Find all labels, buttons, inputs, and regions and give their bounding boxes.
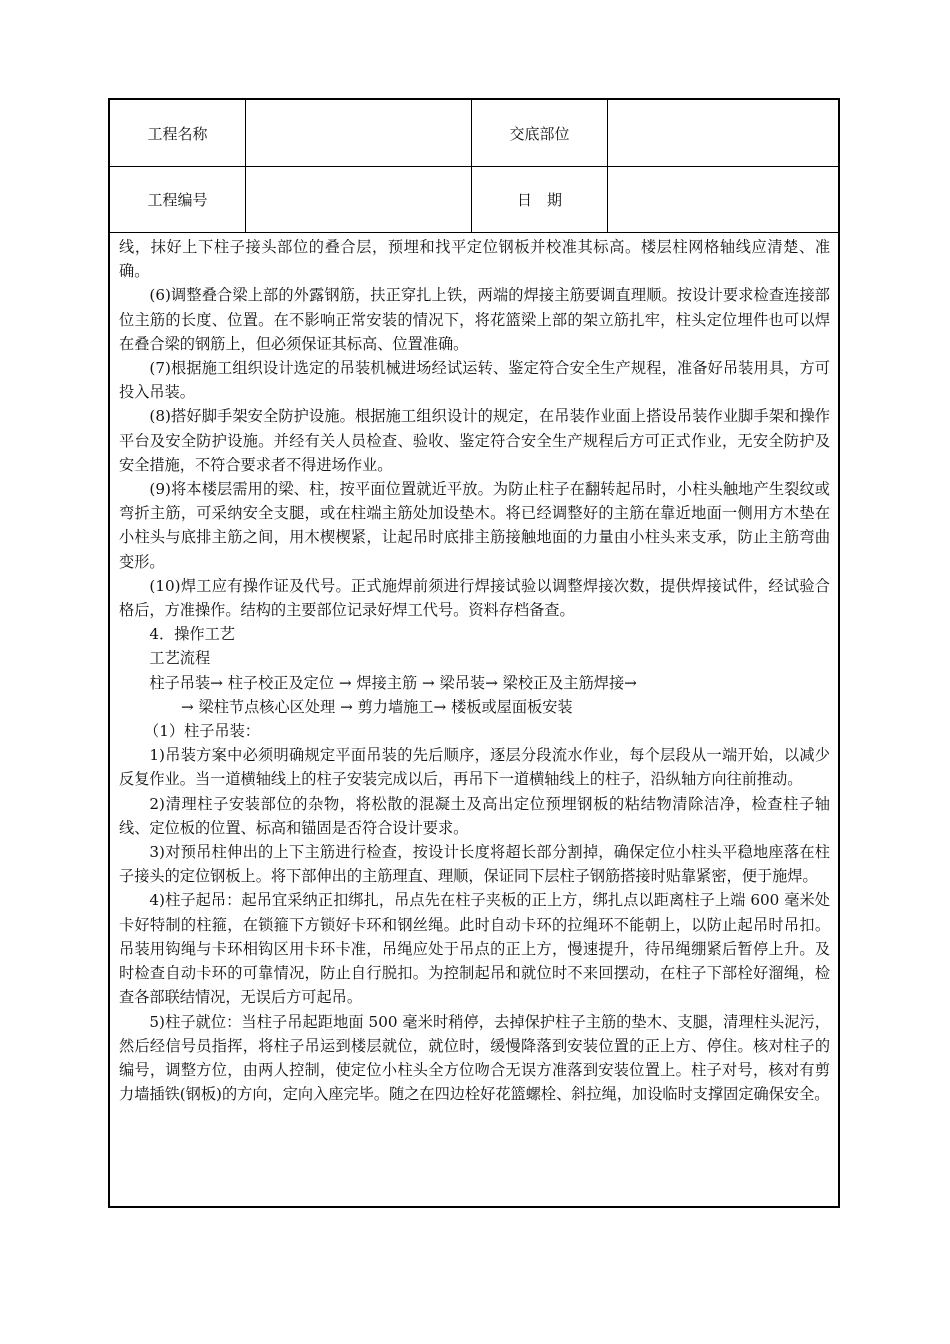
section-heading-4: 4．操作工艺 bbox=[149, 625, 235, 644]
project-name-value bbox=[246, 100, 472, 167]
step-5: 5)柱子就位：当柱子吊起距地面 500 毫米时稍停，去掉保护柱子主筋的垫木、支腿，清理柱头泥污，然后经信号员指挥，将柱子吊运到楼层就位，就位时，缓慢降落到安装位置的正上方、停住。核对柱子的编号，调整方位，由两人控制，使定位小柱头全方位吻合无误方准落到安装位置上。柱子对号，核对有剪力墙插铁(钢板)的方向，定向入座完毕。随之在四边栓好花篮螺栓、斜拉绳，加设临时支撑固定确保安全。 bbox=[119, 1012, 830, 1104]
document-body bbox=[110, 233, 838, 1106]
paragraph-7: (7)根据施工组织设计选定的吊装机械进场经试运转、鉴定符合安全生产规程，准备好吊装用具，方可投入吊装。 bbox=[119, 359, 830, 402]
handover-part-label: 交底部位 bbox=[472, 100, 608, 167]
project-name-label: 工程名称 bbox=[110, 100, 246, 167]
date-label: 日 期 bbox=[472, 167, 608, 233]
step-4: 4)柱子起吊：起吊宜采纳正扣绑扎，吊点先在柱子夹板的正上方，绑扎点以距离柱子上端 600 毫米处卡好特制的柱箍，在锁箍下方锁好卡环和钢丝绳。此时自动卡环的拉绳环不能朝上，以防止起吊时吊扣。吊装用钩绳与卡环相钩区用卡环卡准，吊绳应处于吊点的正上方，慢速提升，待吊绳绷紧后暂停上升。及时检查自动卡环的可靠情况，防止自行脱扣。为控制起吊和就位时不来回摆动，在柱子下部栓好溜绳，检查各部联结情况，无误后方可起吊。 bbox=[119, 891, 830, 1007]
paragraph-continued: 线，抹好上下柱子接头部位的叠合层，预埋和找平定位钢板并校准其标高。楼层柱网格轴线应清楚、准确。 bbox=[119, 238, 830, 281]
handover-part-value bbox=[608, 100, 838, 167]
step-2: 2)清理柱子安装部位的杂物，将松散的混凝土及高出定位预埋钢板的粘结物清除洁净，检查柱子轴线、定位板的位置、标高和锚固是否符合设计要求。 bbox=[119, 794, 830, 837]
paragraph-8: (8)搭好脚手架安全防护设施。根据施工组织设计的规定，在吊装作业面上搭设吊装作业脚手架和操作平台及安全防护设施。并经有关人员检查、验收、鉴定符合安全生产规程后方可正式作业，无安全防护及安全措施，不符合要求者不得进场作业。 bbox=[119, 407, 830, 474]
paragraph-9: (9)将本楼层需用的梁、柱，按平面位置就近平放。为防止柱子在翻转起吊时，小柱头触地产生裂纹或弯折主筋，可采纳安全支腿，或在柱端主筋处加设垫木。将已经调整好的主筋在靠近地面一侧用方木垫在小柱头与底排主筋之间，用木楔楔紧，让起吊时底排主筋接触地面的力量由小柱头来支承，防止主筋弯曲变形。 bbox=[119, 480, 830, 571]
project-number-value bbox=[246, 167, 472, 233]
process-flow-title: 工艺流程 bbox=[149, 649, 211, 668]
header-table bbox=[110, 100, 838, 233]
date-value bbox=[608, 167, 838, 233]
project-number-label: 工程编号 bbox=[110, 167, 246, 233]
step-1: 1)吊装方案中必须明确规定平面吊装的先后顺序，逐层分段流水作业，每个层段从一端开始，以减少反复作业。当一道横轴线上的柱子安装完成以后，再吊下一道横轴线上的柱子，沿纵轴方向往前推动。 bbox=[119, 746, 830, 789]
document-frame bbox=[108, 98, 840, 1208]
subsection-column-hoisting: （1）柱子吊装： bbox=[144, 722, 260, 741]
step-3: 3)对预吊柱伸出的上下主筋进行检查，按设计长度将超长部分割掉，确保定位小柱头平稳地座落在柱子接头的定位钢板上。将下部伸出的主筋理直、理顺，保证同下层柱子钢筋搭接时贴靠紧密，便于施焊。 bbox=[119, 843, 830, 886]
paragraph-10: (10)焊工应有操作证及代号。正式施焊前须进行焊接试验以调整焊接次数，提供焊接试件，经试验合格后，方准操作。结构的主要部位记录好焊工代号。资料存档备查。 bbox=[119, 576, 830, 620]
process-flow-line-2: → 梁柱节点核心区处理 → 剪力墙施工→ 楼板或屋面板安装 bbox=[181, 697, 573, 716]
process-flow-line-1: 柱子吊装→ 柱子校正及定位 → 焊接主筋 → 梁吊装→ 梁校正及主筋焊接→ bbox=[149, 673, 637, 692]
paragraph-6: (6)调整叠合梁上部的外露钢筋，扶正穿扎上铁，两端的焊接主筋要调直理顺。按设计要求检查连接部位主筋的长度、位置。在不影响正常安装的情况下，将花篮梁上部的架立筋扎牢，柱头定位埋件也可以焊在叠合梁的钢筋上，但必须保证其标高、位置准确。 bbox=[119, 286, 830, 353]
